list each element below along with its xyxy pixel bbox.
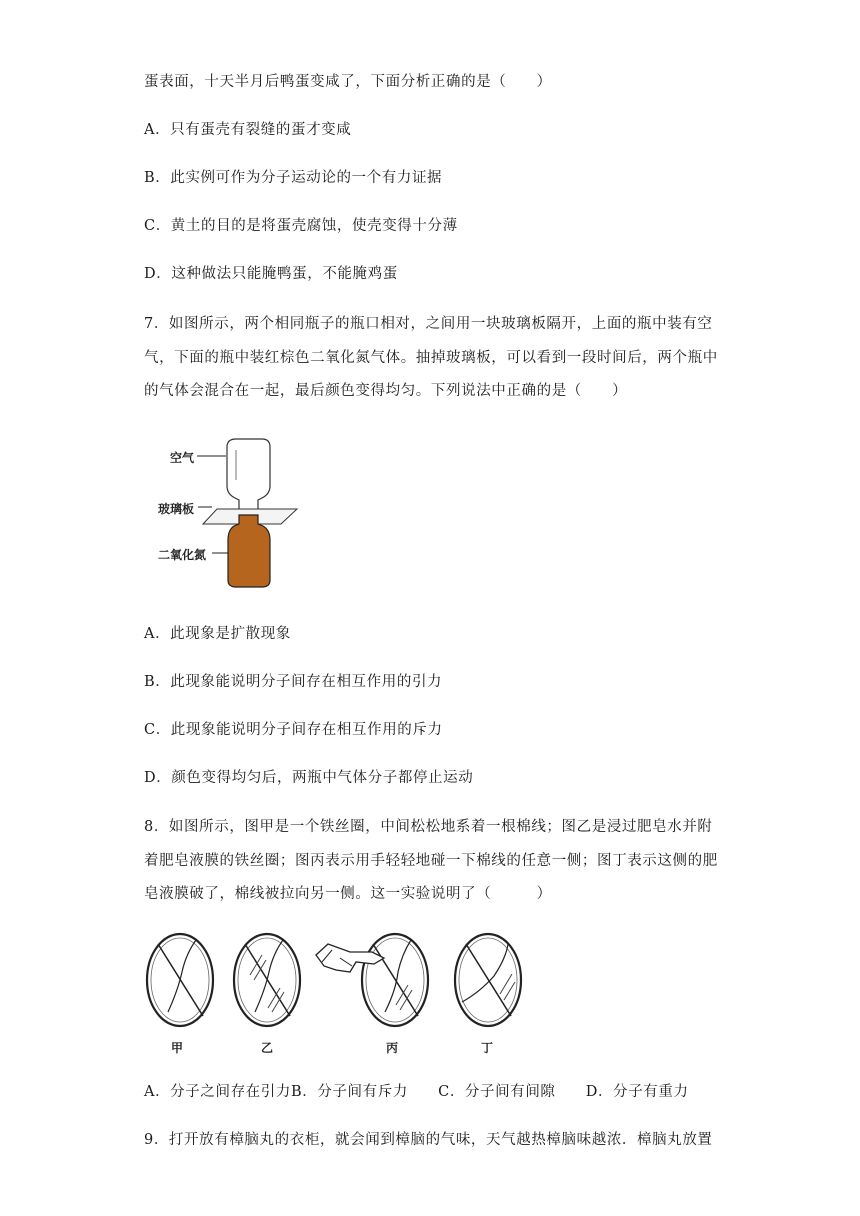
- hand-icon: [316, 944, 384, 972]
- q9-stem: 9．打开放有樟脑丸的衣柜，就会闻到樟脑的气味，天气越热樟脑味越浓．樟脑丸放置: [144, 1132, 713, 1148]
- q6-option-c: C．黄土的目的是将蛋壳腐蚀，使壳变得十分薄: [144, 218, 458, 234]
- figure-label-bing: 丙: [386, 1041, 399, 1055]
- q7-stem-line-3: 的气体会混合在一起，最后颜色变得均匀。下列说法中正确的是（ ）: [144, 383, 628, 399]
- q7-stem-line-2: 气，下面的瓶中装红棕色二氧化氮气体。抽掉玻璃板，可以看到一段时间后，两个瓶中: [144, 350, 718, 366]
- wire-loop-yi: [234, 934, 300, 1026]
- q6-option-d: D．这种做法只能腌鸭蛋，不能腌鸡蛋: [144, 266, 398, 282]
- q7-option-d: D．颜色变得均匀后，两瓶中气体分子都停止运动: [144, 770, 474, 786]
- wire-loop-jia: [147, 934, 213, 1026]
- figure-label-ding: 丁: [481, 1041, 494, 1055]
- figure-label-glass-plate: 玻璃板: [158, 502, 195, 516]
- wire-loop-ding: [455, 934, 521, 1026]
- q6-option-b: B．此实例可作为分子运动论的一个有力证据: [144, 170, 443, 186]
- q8-stem-line-2: 着肥皂液膜的铁丝圈；图丙表示用手轻轻地碰一下棉线的任意一侧；图丁表示这侧的肥: [144, 853, 718, 869]
- wire-loop-bing: [316, 934, 428, 1026]
- q8-options: A．分子之间存在引力B．分子间有斥力 C．分子间有间隙 D．分子有重力: [144, 1084, 689, 1100]
- q8-stem-line-3: 皂液膜破了，棉线被拉向另一侧。这一实验说明了（ ）: [144, 886, 552, 902]
- figure-label-nitrogen-dioxide: 二氧化氮: [158, 548, 207, 562]
- q7-stem-line-1: 7．如图所示，两个相同瓶子的瓶口相对，之间用一块玻璃板隔开，上面的瓶中装有空: [144, 316, 713, 332]
- figure-label-jia: 甲: [171, 1041, 184, 1055]
- q7-option-a: A．此现象是扩散现象: [144, 626, 291, 642]
- q7-option-b: B．此现象能说明分子间存在相互作用的引力: [144, 674, 443, 690]
- q8-stem-line-1: 8．如图所示，图甲是一个铁丝圈，中间松松地系着一根棉线；图乙是浸过肥皂水并附: [144, 819, 713, 835]
- figure-label-yi: 乙: [261, 1041, 274, 1055]
- figure-label-air: 空气: [170, 451, 195, 465]
- q7-option-c: C．此现象能说明分子间存在相互作用的斥力: [144, 722, 443, 738]
- q6-option-a: A．只有蛋壳有裂缝的蛋才变咸: [144, 122, 352, 138]
- q6-stem: 蛋表面，十天半月后鸭蛋变咸了，下面分析正确的是（ ）: [144, 74, 552, 90]
